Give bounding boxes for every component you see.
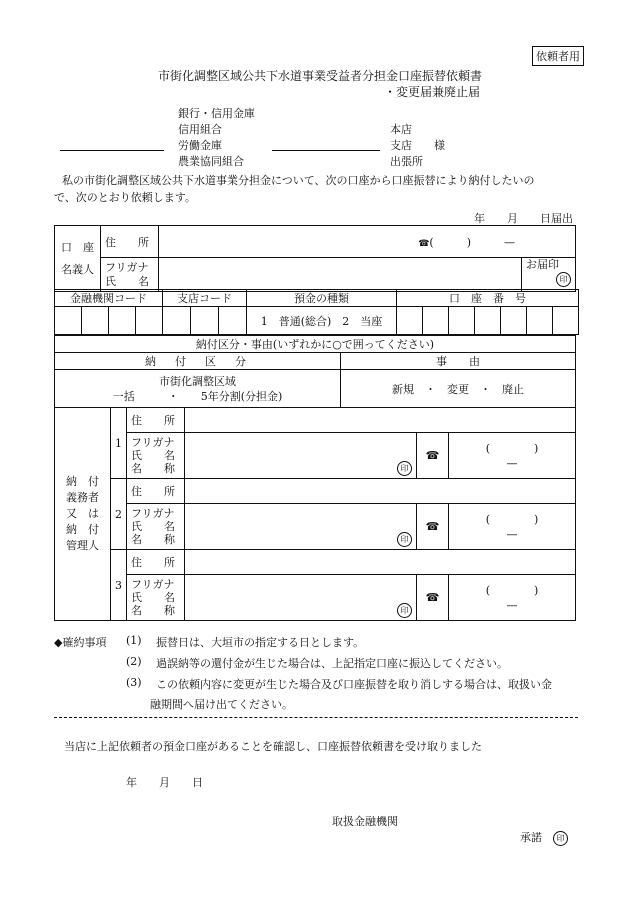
account-number-header: 口 座 番 号 [397,290,579,307]
obligor-label: 納 付 義務者 又 は 納 付 管理人 [55,408,111,621]
obligor-name-field[interactable] [185,504,417,550]
seal-icon: 印 [397,461,412,476]
bank-type-list [178,106,255,170]
note-text: 過誤納等の還付金が生じた場合は、上記指定口座に振込してください。 [156,657,508,670]
obligor-name-field[interactable] [185,575,417,621]
intro-line-1: 私の市街化調整区域公共下水道事業分担金について、次の口座から口座振替により納付したいの [62,174,535,187]
account-holder-table [54,225,576,292]
phone-icon: ☎ [418,238,430,249]
reason-header: 事 由 [341,353,576,370]
branch-code-digit[interactable] [163,307,191,335]
bank-type: 農業協同組合 [178,155,244,168]
account-number-digit[interactable] [449,307,475,335]
bank-code-digit[interactable] [109,307,136,335]
seal-icon: 印 [553,831,568,846]
payment-class-header: 納 付 区 分 [55,353,341,370]
account-number-digit[interactable] [423,307,449,335]
bank-code-digit[interactable] [136,307,163,335]
deposit-type-options[interactable]: 1 普通(総合) 2 当座 [247,307,397,335]
account-code-table [54,289,579,335]
submission-date: 年 月 日届出 [474,212,573,225]
seal-icon: 印 [397,603,412,618]
bank-name-field[interactable] [60,150,164,151]
deposit-type-header: 預金の種類 [247,290,397,307]
approval-label[interactable]: 承諾 印 [520,829,568,846]
branch-code-header: 支店コード [163,290,247,307]
obligor-name-label: フリガナ 氏 名 名 称 [127,504,185,550]
note-number: (3) [126,676,142,689]
honorific: 様 [434,139,445,152]
reason-options[interactable]: 新規 ・ 変更 ・ 廃止 [341,370,576,408]
account-number-digit[interactable] [475,307,501,335]
branch-type-list [390,122,445,170]
bank-type: 銀行・信用金庫 [178,107,255,120]
obligor-address-field[interactable] [185,479,576,504]
bank-type: 信用組合 [178,123,222,136]
form-subtitle: ・変更届兼廃止届 [384,85,481,99]
branch-type: 支店 [390,139,412,152]
bank-type: 労働金庫 [178,139,222,152]
confirmation-text: 当店に上記依頼者の預金口座があることを確認し、口座振替依頼書を受け取りました [64,740,482,753]
obligor-number: 1 [111,408,127,479]
branch-code-digit[interactable] [219,307,247,335]
obligor-name-label: フリガナ 氏 名 名 称 [127,433,185,479]
obligor-address-field[interactable] [185,550,576,575]
phone-icon: ☎ [417,433,449,479]
payment-class-table [54,335,576,408]
obligor-name-field[interactable] [185,433,417,479]
branch-code-digit[interactable] [191,307,219,335]
bank-code-header: 金融機関コード [55,290,163,307]
bank-code-digit[interactable] [82,307,109,335]
obligor-phone-field[interactable]: ( ) — [449,504,576,550]
account-holder-label: 口 座 名義人 [55,226,101,292]
phone-icon: ☎ [417,504,449,550]
phone-icon: ☎ [417,575,449,621]
cut-line [54,717,578,718]
obligor-name-label: フリガナ 氏 名 名 称 [127,575,185,621]
institution-label: 取扱金融機関 [332,815,398,828]
note-text: 振替日は、大垣市の指定する日とします。 [156,636,365,649]
confirmation-date[interactable]: 年 月 日 [126,776,203,789]
seal-box[interactable]: お届印 印 [522,258,576,292]
note-text: この依頼内容に変更が生じた場合及び口座振替を取り消しする場合は、取扱い金 [156,678,552,691]
seal-icon: 印 [556,272,571,287]
obligor-phone-field[interactable]: ( ) — [449,575,576,621]
account-number-digit[interactable] [527,307,553,335]
account-number-digit[interactable] [397,307,423,335]
payment-section-header: 納付区分・事由(いずれかに○で囲ってください) [55,336,576,353]
branch-type: 本店 [390,123,412,136]
obligor-address-label: 住 所 [127,479,185,504]
obligor-address-label: 住 所 [127,550,185,575]
intro-line-2: で、次のとおり依頼します。 [54,191,196,204]
account-number-digit[interactable] [501,307,527,335]
branch-type: 出張所 [390,155,423,168]
holder-name-field[interactable] [159,258,522,292]
copy-type-tag: 依頼者用 [532,46,584,66]
obligor-number: 3 [111,550,127,621]
note-text-continued: 融期間へ届け出てください。 [150,698,293,711]
payment-class-options[interactable]: 市街化調整区域 一括 ・ 5年分割(分担金) [55,370,341,408]
holder-address-field[interactable]: ☎( ) — [159,226,576,258]
obligor-address-field[interactable] [185,408,576,433]
obligor-number: 2 [111,479,127,550]
account-number-digit[interactable] [553,307,579,335]
furigana-name-label: フリガナ 氏 名 [101,258,159,292]
obligor-table [54,407,576,621]
branch-name-field[interactable] [272,150,380,151]
obligor-phone-field[interactable]: ( ) — [449,433,576,479]
notes-heading: ◆確約事項 [54,636,107,649]
note-number: (2) [126,655,142,668]
form-title: 市街化調整区域公共下水道事業受益者分担金口座振替依頼書 [158,69,483,83]
seal-icon: 印 [397,532,412,547]
bank-code-digit[interactable] [55,307,82,335]
address-label: 住 所 [101,226,159,258]
obligor-address-label: 住 所 [127,408,185,433]
note-number: (1) [126,634,142,647]
